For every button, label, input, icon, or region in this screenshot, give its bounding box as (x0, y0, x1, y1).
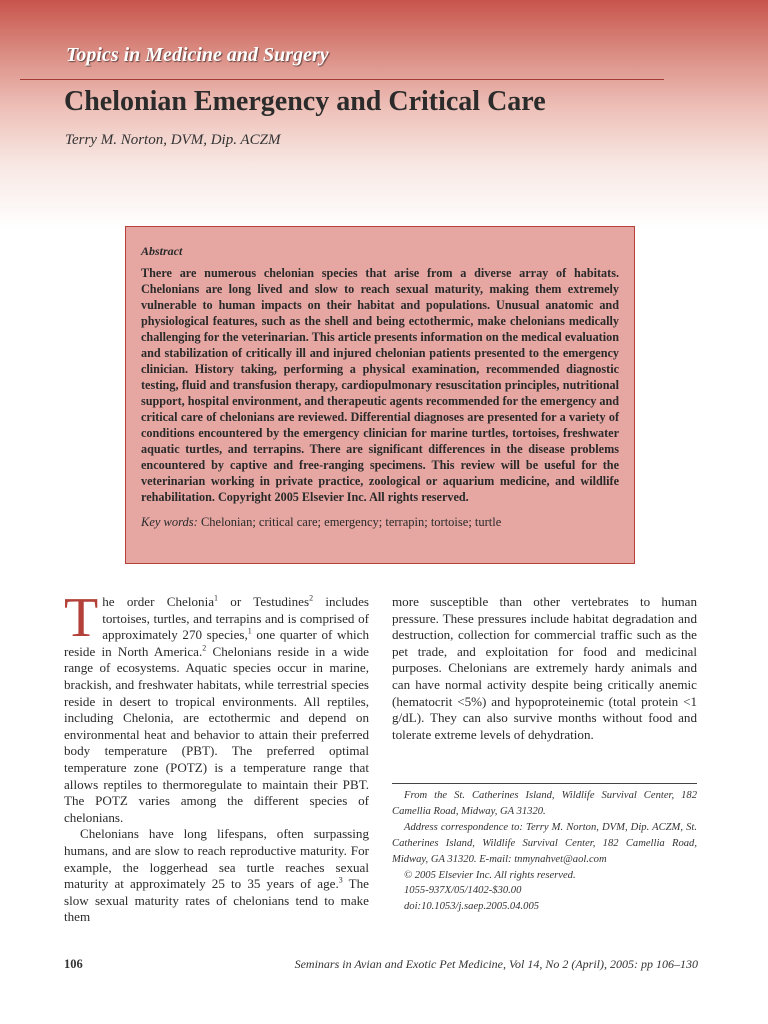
body-column-left (64, 587, 369, 926)
author-line: Terry M. Norton, DVM, Dip. ACZM (65, 132, 281, 148)
body-text: includes tortoises, turtles, and terrapins and is comprised of approximately 270 species, (102, 594, 369, 643)
journal-citation: Seminars in Avian and Exotic Pet Medicine, Vol 14, No 2 (April), 2005: pp 106–130 (294, 957, 698, 971)
body-paragraph-1 (64, 587, 369, 826)
body-text: Chelonians reside in a wide range of ecosystems. Aquatic species occur in marine, brackish, and freshwater habitats, while terrestrial species reside in desert to tropical environments. All reptiles, including Chelonia, are ectothermic and depend on environmental heat and behavior to attain their preferred body temperature (PBT). The preferred optimal temperature zone (POTZ) is a temperature range that allows reptiles to thermoregulate to maintain their PBT. The POTZ varies among the different species of chelonians. (64, 643, 369, 825)
page-number: 106 (64, 957, 83, 971)
body-text: or Testudines (218, 594, 310, 609)
drop-cap: T (64, 587, 99, 649)
keywords-label: Key words: (141, 515, 198, 529)
ref-link[interactable]: 2 (309, 593, 314, 603)
abstract-box (125, 226, 635, 564)
footnote-rule (392, 783, 697, 784)
keywords-line (141, 515, 619, 530)
ref-link[interactable]: 3 (338, 875, 343, 885)
footnote-copyright: © 2005 Elsevier Inc. All rights reserved. (404, 869, 576, 881)
body-column-right (392, 594, 697, 743)
header-rule (20, 79, 664, 80)
ref-link[interactable]: 1 (214, 593, 219, 603)
body-paragraph-3: more susceptible than other vertebrates to human pressure. These pressures include habitat degradation and destruction, collection for commercial traffic such as the pet trade, and exploitation for food and medicinal purposes. Chelonians are extremely hardy animals and can have normal activity despite being critically anemic (hematocrit <5%) and hypoproteinemic (total protein <1 g/dL). They can also survive months without food and tolerate extreme levels of dehydration. (392, 594, 697, 742)
abstract-text: There are numerous chelonian species that arise from a diverse array of habitats. Chelonians are long lived and slow to reach sexual maturity, making them extremely vulnerable to human impacts on their habitat and populations. Unusual anatomic and physiological features, such as the shell and being ectothermic, make chelonians medically challenging for the veterinarian. This article presents information on the medical evaluation and stabilization of critically ill and injured chelonian patients presented to the emergency clinician. History taking, performing a physical examination, recommended diagnostic testing, fluid and transfusion therapy, cardiopulmonary resuscitation principles, nutritional support, hospital environment, and therapeutic agents recommended for the emergency and critical care of chelonians are reviewed. Differential diagnoses are presented for a variety of conditions encountered by the emergency clinician for marine turtles, tortoises, freshwater aquatic turtles, and terrapins. There are significant differences in the disease problems encountered by captive and free-ranging specimens. This review will be useful for the veterinarian working in private practice, zoological or aquarium medicine, and wildlife rehabilitation. Copyright 2005 Elsevier Inc. All rights reserved. (141, 266, 620, 504)
article-title: Chelonian Emergency and Critical Care (64, 86, 546, 117)
body-paragraph-2 (64, 826, 369, 926)
body-text: Chelonians have long lifespans, often surpassing humans, and are slow to reach reproductive maturity. For example, the loggerhead sea turtle reaches sexual maturity at approximately 25 to 35 years of age. (64, 826, 369, 892)
ref-link[interactable]: 1 (247, 626, 252, 636)
footnote-affiliation: From the St. Catherines Island, Wildlife Survival Center, 182 Camellia Road, Midway, GA 31320. (392, 790, 697, 817)
body-text: The slow sexual maturity rates of chelonians tend to make them (64, 876, 369, 925)
body-text: one quarter of which reside in North America. (64, 627, 369, 659)
series-title: Topics in Medicine and Surgery (66, 44, 329, 66)
keywords-list: Chelonian; critical care; emergency; terrapin; tortoise; turtle (200, 515, 502, 529)
footnotes (392, 788, 697, 915)
body-text: he order Chelonia (102, 594, 215, 609)
abstract-label: Abstract (141, 244, 183, 258)
footnote-issn: 1055-937X/05/1402-$30.00 (404, 885, 522, 897)
footnote-doi[interactable]: doi:10.1053/j.saep.2005.04.005 (404, 901, 540, 913)
footnote-correspondence: Address correspondence to: Terry M. Norton, DVM, Dip. ACZM, St. Catherines Island, Wildlife Survival Center, 182 Camellia Road, Midway, GA 31320. E-mail: tnmynahvet@aol.com (392, 821, 697, 865)
ref-link[interactable]: 2 (202, 643, 207, 653)
